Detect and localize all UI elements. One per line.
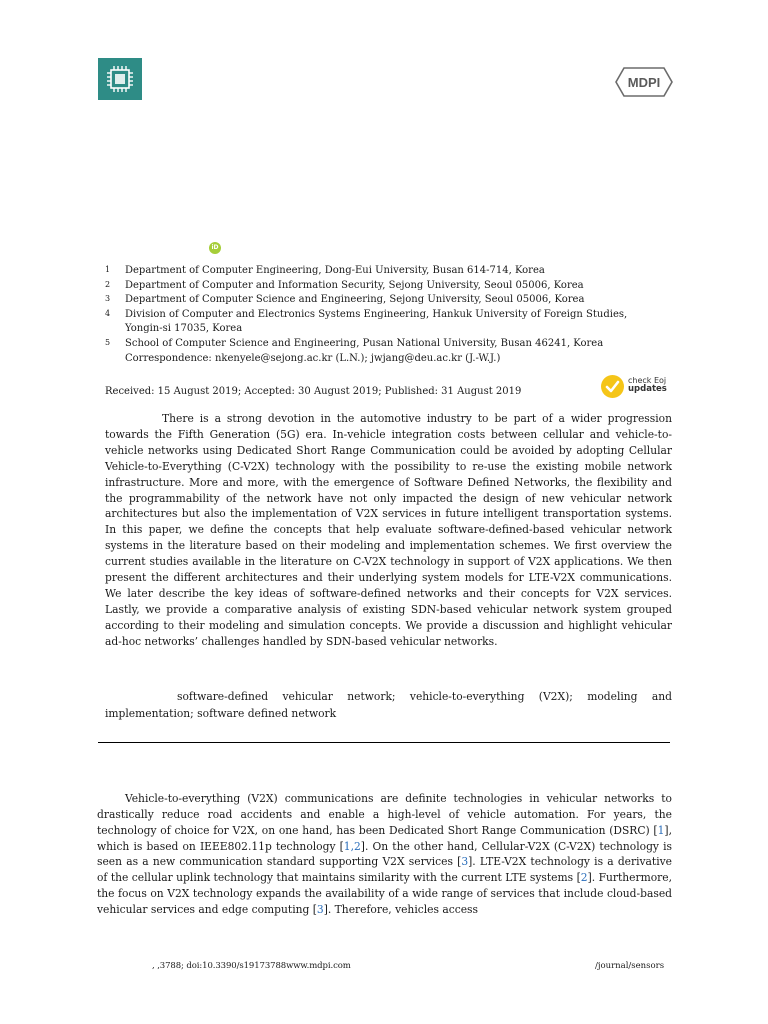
affiliation-list bbox=[105, 264, 665, 366]
check-updates-line1: check Eoj bbox=[628, 376, 667, 385]
affiliation-number: 4 bbox=[105, 308, 111, 318]
affiliation-text: School of Computer Science and Engineering, Pusan National University, Busan 46241, Korea bbox=[125, 337, 604, 349]
footer-journal-link[interactable]: /journal/sensors bbox=[595, 961, 665, 971]
intro-text: ]. On the other hand, Cellular-V2X (C-V2X) technology is seen as a new communication standard supporting V2X services [ bbox=[97, 839, 673, 869]
affiliation-number: 1 bbox=[105, 265, 111, 274]
affiliation-number: 3 bbox=[105, 294, 111, 304]
check-for-updates-button[interactable] bbox=[601, 375, 673, 399]
affiliation-item bbox=[105, 279, 665, 294]
intro-text: ]. Therefore, vehicles access bbox=[323, 902, 478, 916]
intro-text: ]. Furthermore, the focus on V2X technology expands the availability of a wide range of services that include cloud-based vehicular services and edge computing [ bbox=[97, 871, 672, 916]
introduction-paragraph bbox=[97, 791, 672, 918]
abstract-text: There is a strong devotion in the automotive industry to be part of a wider progression towards the Fifth Generation (5G) era. In-vehicle integration costs between cellular and vehicle-to-vehicle networks using Dedicated Short Range Communication could be avoided by adopting Cellular Vehicle-to-Everything (C-V2X) technology with the possibility to re-use the existing mobile network infrastructure. More and more, with the emergence of Software Defined Networks, the flexibility and the programmability of the network have not only impacted the design of new vehicular network architectures but also the implementation of V2X services in future intelligent transportation systems. In this paper, we define the concepts that help evaluate software-defined-based vehicular network systems in the literature based on their modeling and implementation schemes. We first overview the current studies available in the literature on C-V2X technology in support of V2X applications. We then present the different architectures and their underlying system models for LTE-V2X communications. We later describe the key ideas of software-defined networks and their concepts for V2X services. Lastly, we provide a comparative analysis of existing SDN-based vehicular network system grouped according to their modeling and simulation concepts. We provide a discussion and highlight vehicular ad-hoc networks’ challenges handled by SDN-based vehicular networks. bbox=[105, 412, 672, 648]
check-updates-line2: updates bbox=[628, 384, 667, 394]
publication-dates: Received: 15 August 2019; Accepted: 30 August 2019; Published: 31 August 2019 bbox=[105, 386, 522, 397]
keywords-text: software-defined vehicular network; vehicle-to-everything (V2X); modeling and implementation; software defined network bbox=[105, 690, 672, 720]
affiliation-item bbox=[105, 293, 665, 308]
citation-link[interactable]: 2 bbox=[580, 871, 588, 885]
affiliation-number: 2 bbox=[105, 279, 111, 289]
checkmark-icon bbox=[601, 375, 624, 398]
citation-link[interactable]: 1 bbox=[657, 823, 665, 837]
intro-text: ]. LTE-V2X technology is a derivative of the cellular uplink technology that maintains similarity with the current LTE systems [ bbox=[97, 855, 672, 885]
affiliation-item bbox=[105, 337, 665, 352]
citation-link[interactable]: 3 bbox=[316, 902, 324, 916]
intro-text: Vehicle-to-everything (V2X) communications are definite technologies in vehicular networks to drastically reduce road accidents and enable a high-level of vehicle automation. For years, the technology of choice for V2X, on one hand, has been Dedicated Short Range Communication (DSRC) [ bbox=[97, 792, 672, 837]
footer-citation: , ,3788; doi:10.3390/s19173788www.mdpi.com bbox=[152, 961, 351, 971]
affiliation-item bbox=[105, 264, 665, 279]
citation-link[interactable]: 3 bbox=[461, 855, 469, 869]
mdpi-logo-text: MDPI bbox=[627, 75, 661, 90]
citation-link[interactable]: 1,2 bbox=[343, 839, 361, 853]
journal-logo bbox=[98, 58, 142, 100]
chip-icon bbox=[98, 58, 142, 100]
section-divider bbox=[98, 742, 670, 743]
affiliation-text: Division of Computer and Electronics Systems Engineering, Hankuk University of Foreign Studies, bbox=[125, 308, 628, 320]
affiliation-number: 5 bbox=[105, 337, 111, 347]
orcid-icon[interactable]: iD bbox=[209, 242, 221, 254]
affiliation-continuation: Yongin-si 17035, Korea bbox=[125, 323, 243, 335]
correspondence: Correspondence: nkenyele@sejong.ac.kr (L.N.); jwjang@deu.ac.kr (J.-W.J.) bbox=[125, 352, 501, 364]
affiliation-text: Department of Computer Engineering, Dong-Eui University, Busan 614-714, Korea bbox=[125, 265, 545, 276]
mdpi-logo bbox=[612, 66, 674, 98]
intro-text: ], which is based on IEEE802.11p technology [ bbox=[97, 823, 672, 853]
affiliation-text: Department of Computer Science and Engineering, Sejong University, Seoul 05006, Korea bbox=[125, 294, 585, 306]
affiliation-text: Department of Computer and Information Security, Sejong University, Seoul 05006, Korea bbox=[125, 279, 584, 291]
check-updates-label bbox=[628, 376, 667, 394]
affiliation-item bbox=[105, 308, 665, 323]
